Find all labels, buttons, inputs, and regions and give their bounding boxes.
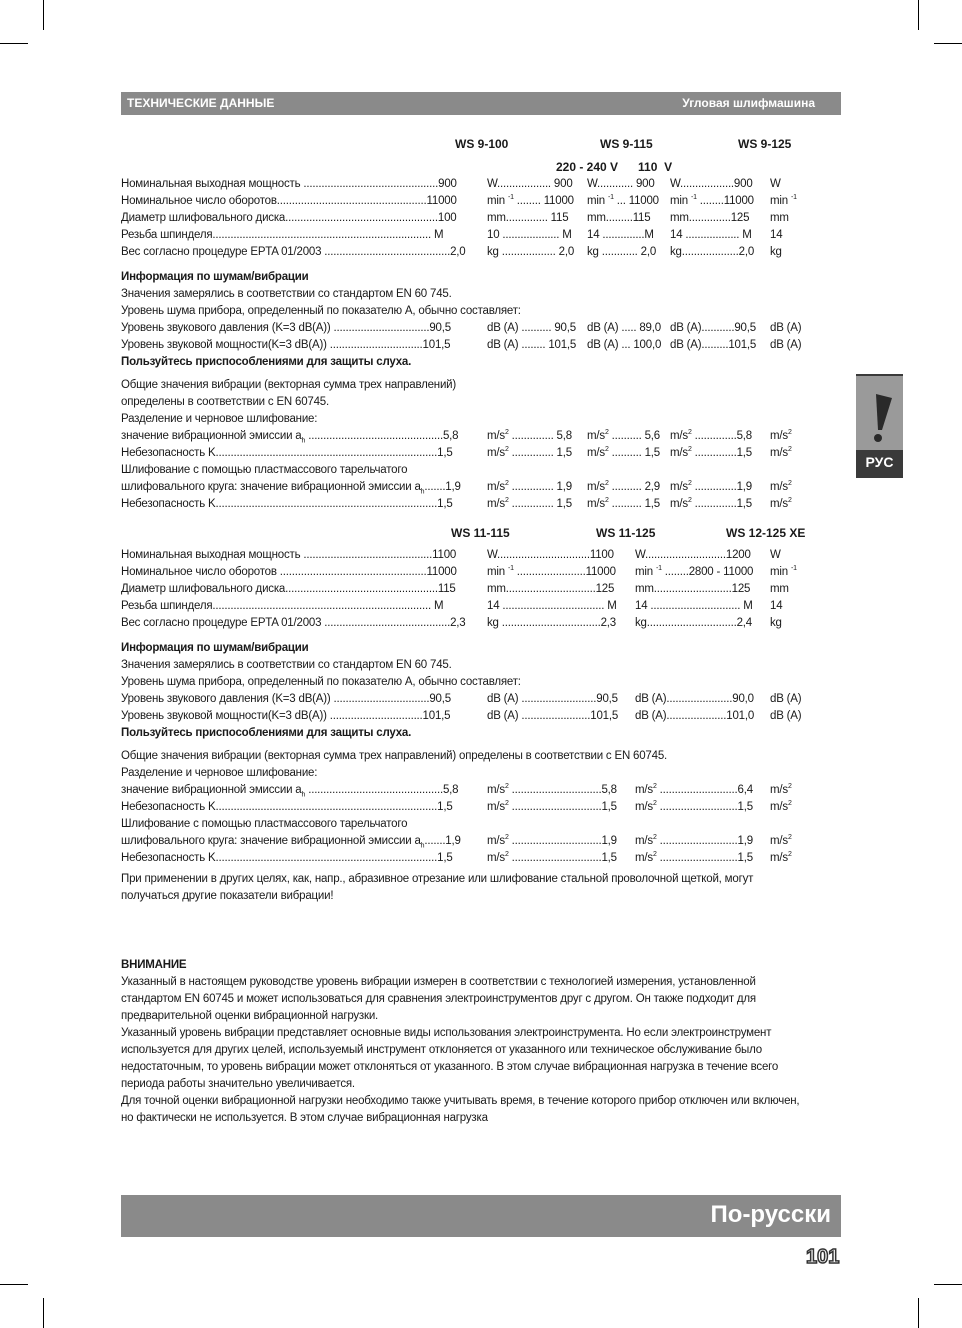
attention-line: предварительной оценки вибрационной нагрузки.: [121, 1010, 379, 1022]
row-value: dB (A)......................90,0: [635, 693, 754, 705]
row-value: W............ 900: [587, 178, 655, 190]
text-line: Значения замерялись в соответствии со стандартом EN 60 745.: [121, 288, 452, 300]
row-value: 14: [770, 229, 783, 241]
text-line: определены в соответствии с EN 60745.: [121, 396, 329, 408]
language-label: РУС: [865, 454, 894, 470]
row-value: 14: [770, 600, 783, 612]
product-title: Угловая шлифмашина: [682, 96, 815, 110]
row-value: $m/s^2$ ..........................6,4: [635, 783, 753, 796]
row-label: Уровень звуковой мощности(K=3 dB(A)) ...............................101,5: [121, 339, 451, 351]
row-value: $m/s^2$: [770, 497, 792, 510]
row-value: 14 ..............M: [587, 229, 654, 241]
row-value: 14 .................. M: [670, 229, 752, 241]
row-label: значение вибрационной эмиссии $a_h$ .............................................5,8: [121, 430, 459, 445]
attention-line: недостаточным, то уровень вибрации может отклоняться от указанного. В этом случае вибрационная нагрузка в течение всего: [121, 1061, 779, 1073]
row-value: mm..........................125: [635, 583, 751, 595]
row-value: dB (A): [770, 693, 802, 705]
row-value: $m/s^2$ .......... 5,6: [587, 429, 660, 442]
row-value: mm: [770, 583, 789, 595]
row-value: $m/s^2$ .............. 5,8: [487, 429, 572, 442]
attention-line: стандартом EN 60745 и может использоваться для сравнения электроинструментов друг с другом. Он также подходит для: [121, 993, 756, 1005]
row-value: kg...................2,0: [670, 246, 755, 258]
page-number: 101: [806, 1246, 840, 1268]
row-label: Номинальное число оборотов..................................................11000: [121, 195, 457, 207]
warning-line: Пользуйтесь приспособлениями для защиты слуха.: [121, 727, 412, 739]
model-name: WS 9-100: [455, 137, 509, 151]
row-value: min $^{-1}$ ... 11000: [587, 194, 659, 207]
row-label: Уровень звуковой мощности(K=3 dB(A)) ...............................101,5: [121, 710, 451, 722]
row-value: $m/s^2$: [770, 783, 792, 796]
row-value: min $^{-1}$ .......................11000: [487, 565, 616, 578]
row-value: mm.........115: [587, 212, 651, 224]
row-value: $m/s^2$ .............. 1,5: [487, 497, 572, 510]
language-tab: [856, 374, 903, 478]
text-line: Шлифование с помощью пластмассового тарельчатого: [121, 818, 408, 830]
section-header: [121, 92, 841, 115]
text-line: Общие значения вибрации (векторная сумма трех направлений) определены в соответствии с EN 60745.: [121, 750, 668, 762]
row-value: dB (A)....................101,0: [635, 710, 755, 722]
section-heading: Информация по шумам/вибрации: [121, 271, 309, 283]
row-value: $m/s^2$: [770, 851, 792, 864]
row-value: kg .................................2,3: [487, 617, 616, 629]
model-name: WS 9-115: [600, 137, 653, 151]
note-line: При применении в других целях, как, напр., абразивное отрезание или шлифование стальной проволочной щеткой, могут: [121, 873, 754, 885]
row-value: kg..............................2,4: [635, 617, 752, 629]
row-label: Вес согласно процедуре EPTA 01/2003 ..........................................2,3: [121, 617, 466, 629]
crop-mark: [0, 43, 28, 44]
row-value: $m/s^2$: [770, 480, 792, 493]
row-label: Небезопасность K..........................................................................1,5: [121, 852, 453, 864]
model-name: WS 11-115: [451, 526, 510, 540]
attention-line: периода работы значительно увеличивается.: [121, 1078, 355, 1090]
row-label: Небезопасность K..........................................................................1,5: [121, 447, 453, 459]
row-value: $m/s^2$ ..............................1,5: [487, 800, 617, 813]
text-line: Шлифование с помощью пластмассового тарельчатого: [121, 464, 408, 476]
footer-language: По-русски: [710, 1201, 831, 1228]
row-value: $m/s^2$ ..........................1,5: [635, 851, 753, 864]
attention-line: используется для других целей, используемый инструмент отклоняется от указанного или техническое обслуживание было: [121, 1044, 762, 1056]
footer-bar: [121, 1195, 841, 1237]
row-value: mm.............. 115: [487, 212, 569, 224]
text-line: Значения замерялись в соответствии со стандартом EN 60 745.: [121, 659, 452, 671]
row-value: dB (A) .......................101,5: [487, 710, 619, 722]
text-line: Общие значения вибрации (векторная сумма трех направлений): [121, 379, 457, 391]
crop-mark: [934, 43, 962, 44]
row-label: Уровень звукового давления (K=3 dB(A)) ................................90,5: [121, 322, 451, 334]
row-value: $m/s^2$ ..............................1,5: [487, 851, 617, 864]
row-value: dB (A): [770, 322, 802, 334]
row-value: dB (A).........101,5: [670, 339, 757, 351]
warning-line: Пользуйтесь приспособлениями для защиты слуха.: [121, 356, 412, 368]
row-value: dB (A): [770, 710, 802, 722]
crop-mark: [918, 1298, 919, 1328]
section-heading: Информация по шумам/вибрации: [121, 642, 309, 654]
crop-mark: [934, 1284, 962, 1285]
row-value: dB (A): [770, 339, 802, 351]
row-label: шлифовального круга: значение вибрационной эмиссии $a_h.......1,9$: [121, 481, 461, 496]
row-value: W...............................1100: [487, 549, 614, 561]
text-line: Уровень шума прибора, определенный по показателю A, обычно составляет:: [121, 676, 521, 688]
row-label: Уровень звукового давления (K=3 dB(A)) ................................90,5: [121, 693, 451, 705]
row-value: 10 ................... M: [487, 229, 572, 241]
text-line: Разделение и черновое шлифование:: [121, 413, 318, 425]
row-value: dB (A) ... 100,0: [587, 339, 662, 351]
row-label: Номинальная выходная мощность .............................................900: [121, 178, 457, 190]
row-value: min $^{-1}$ ........2800 - 11000: [635, 565, 754, 578]
row-value: W...........................1200: [635, 549, 751, 561]
row-value: $m/s^2$ .............. 1,9: [487, 480, 572, 493]
attention-line: но фактически не используется. В этом случае вибрационная нагрузка: [121, 1112, 488, 1124]
row-value: min $^{-1}$ ........11000: [670, 194, 754, 207]
section-title: ТЕХНИЧЕСКИЕ ДАННЫЕ: [127, 96, 275, 110]
row-value: mm..............................125: [487, 583, 615, 595]
row-value: dB (A) .......... 90,5: [487, 322, 576, 334]
note-line: получаться другие показатели вибрации!: [121, 890, 334, 902]
row-value: $m/s^2$ ..............1,5: [670, 497, 752, 510]
model-name: WS 12-125 XE: [726, 526, 806, 540]
voltage-label: 220 - 240 V 110 V: [556, 160, 673, 174]
row-value: min $^{-1}$: [770, 565, 797, 578]
row-label: Небезопасность K..........................................................................1,5: [121, 498, 453, 510]
row-label: Небезопасность K..........................................................................1,5: [121, 801, 453, 813]
attention-line: Для точной оценки вибрационной нагрузки необходимо также учитывать время, в течение которого прибор отключен или включен,: [121, 1095, 800, 1107]
row-label: значение вибрационной эмиссии $a_h$ .............................................5,8: [121, 784, 459, 799]
row-value: min $^{-1}$ ........ 11000: [487, 194, 574, 207]
attention-line: Указанный в настоящем руководстве уровень вибрации измерен в соответствии с технологией измерения, установленной: [121, 976, 756, 988]
row-value: $m/s^2$ .............. 1,5: [487, 446, 572, 459]
row-value: kg: [770, 246, 782, 258]
crop-mark: [918, 0, 919, 30]
row-label: шлифовального круга: значение вибрационной эмиссии $a_h.......1,9$: [121, 835, 461, 850]
row-value: $m/s^2$ ..............................1,9: [487, 834, 617, 847]
row-value: dB (A) ..... 89,0: [587, 322, 661, 334]
row-value: $m/s^2$ ..............1,9: [670, 480, 752, 493]
row-label: Номинальное число оборотов .................................................11000: [121, 566, 457, 578]
row-label: Резьба шпинделя......................................................................... M: [121, 229, 444, 241]
model-name: WS 11-125: [596, 526, 656, 540]
text-line: Уровень шума прибора, определенный по показателю A, обычно составляет:: [121, 305, 521, 317]
row-value: kg: [770, 617, 782, 629]
row-value: $m/s^2$ ..............5,8: [670, 429, 752, 442]
warning-icon: [856, 376, 903, 450]
row-value: $m/s^2$ .......... 2,9: [587, 480, 660, 493]
row-value: $m/s^2$ ..............................5,8: [487, 783, 617, 796]
row-value: $m/s^2$ ..............1,5: [670, 446, 752, 459]
row-value: $m/s^2$: [770, 429, 792, 442]
row-value: $m/s^2$: [770, 800, 792, 813]
row-value: 14 .............................. M: [635, 600, 753, 612]
model-name: WS 9-125: [738, 137, 792, 151]
row-label: Диаметр шлифовального диска...................................................100: [121, 212, 457, 224]
row-value: dB (A)...........90,5: [670, 322, 756, 334]
row-value: kg ............ 2,0: [587, 246, 657, 258]
row-value: W: [770, 178, 781, 190]
crop-mark: [43, 1298, 44, 1328]
crop-mark: [0, 1284, 28, 1285]
attention-title: ВНИМАНИЕ: [121, 959, 187, 971]
row-value: W..................900: [670, 178, 753, 190]
row-value: $m/s^2$ .......... 1,5: [587, 497, 660, 510]
row-value: mm: [770, 212, 789, 224]
text-line: Разделение и черновое шлифование:: [121, 767, 318, 779]
attention-line: Указанный уровень вибрации представляет основные виды использования электроинструмента. Но если электроинструмент: [121, 1027, 772, 1039]
row-value: $m/s^2$: [770, 446, 792, 459]
row-value: mm..............125: [670, 212, 750, 224]
crop-mark: [43, 0, 44, 30]
row-value: kg .................. 2,0: [487, 246, 575, 258]
row-label: Номинальная выходная мощность ...........................................1100: [121, 549, 457, 561]
row-value: 14 .................................. M: [487, 600, 617, 612]
row-value: $m/s^2$ .......... 1,5: [587, 446, 660, 459]
row-value: W.................. 900: [487, 178, 573, 190]
row-value: W: [770, 549, 781, 561]
row-label: Резьба шпинделя......................................................................... M: [121, 600, 444, 612]
row-label: Диаметр шлифовального диска...................................................115: [121, 583, 456, 595]
row-value: dB (A) ........ 101,5: [487, 339, 577, 351]
row-value: min $^{-1}$: [770, 194, 797, 207]
row-value: $m/s^2$ ..........................1,5: [635, 800, 753, 813]
row-label: Вес согласно процедуре EPTA 01/2003 ..........................................2,0: [121, 246, 466, 258]
row-value: $m/s^2$: [770, 834, 792, 847]
row-value: dB (A) .........................90,5: [487, 693, 618, 705]
row-value: $m/s^2$ ..........................1,9: [635, 834, 753, 847]
